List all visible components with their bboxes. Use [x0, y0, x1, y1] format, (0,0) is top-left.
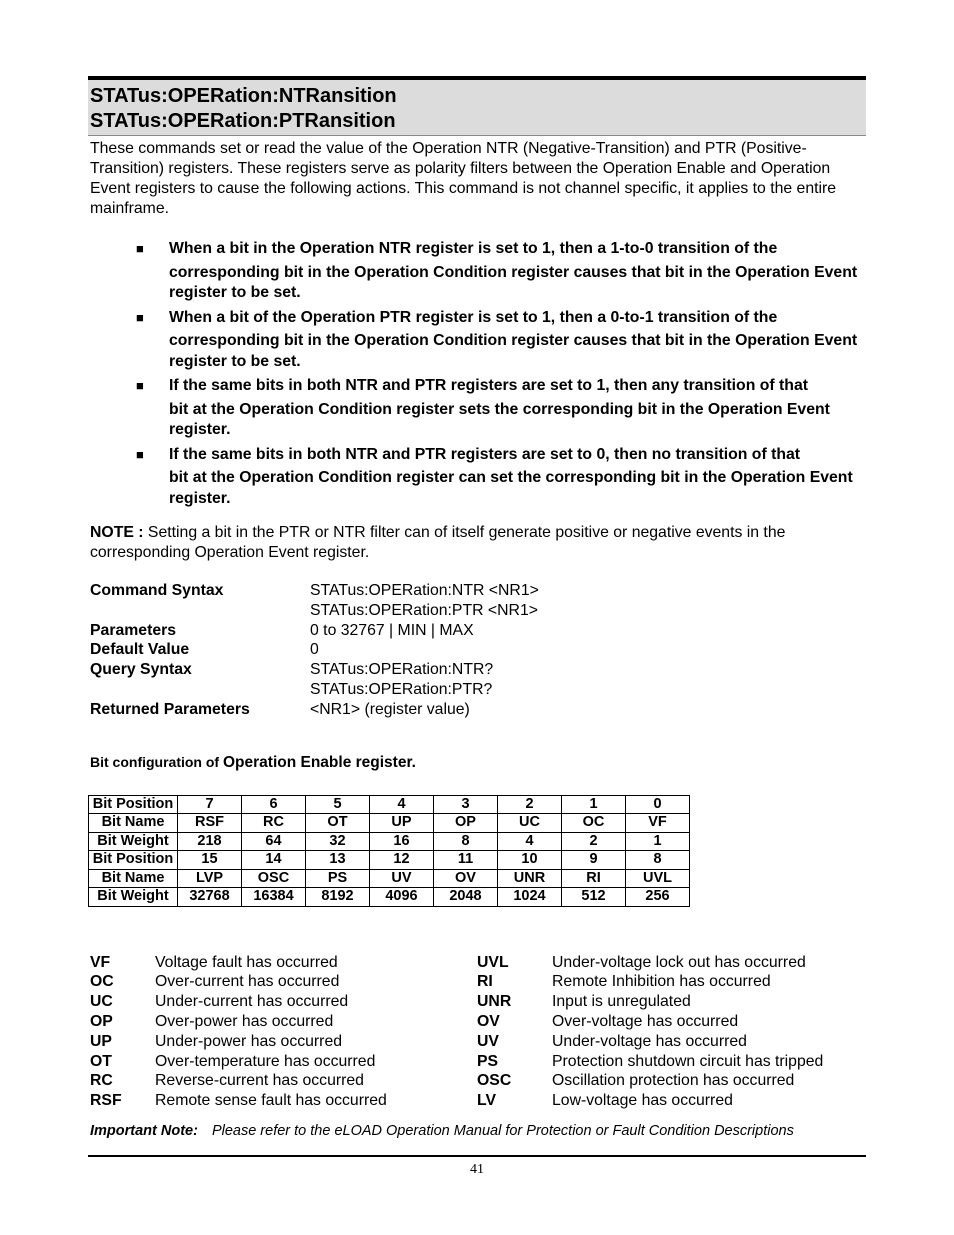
parameters-label: Parameters	[90, 621, 177, 639]
table-cell: 9	[562, 851, 626, 870]
table-cell: OV	[434, 869, 498, 888]
section-title-ntr: STATus:OPERation:NTRansition	[90, 85, 397, 107]
legend-description: Low-voltage has occurred	[552, 1092, 733, 1110]
table-cell: 2	[498, 795, 562, 814]
table-cell: 1	[626, 832, 690, 851]
legend-description: Under-voltage lock out has occurred	[552, 953, 806, 971]
legend-abbreviation: OSC	[477, 1072, 512, 1090]
table-cell: OC	[562, 814, 626, 833]
list-item	[88, 445, 866, 510]
table-cell: 5	[306, 795, 370, 814]
legend-abbreviation: RC	[90, 1072, 113, 1090]
table-cell: 4096	[370, 888, 434, 907]
list-item	[477, 992, 868, 1012]
list-item	[88, 1012, 477, 1032]
list-item	[88, 239, 866, 304]
table-cell: RSF	[178, 814, 242, 833]
bit-config-caption	[90, 754, 866, 772]
table-row	[89, 814, 690, 833]
bullet-line1: If the same bits in both NTR and PTR registers are set to 0, then no transition of that	[169, 445, 801, 463]
page-footer	[88, 1155, 866, 1178]
bullet-square-icon: ■	[136, 378, 144, 393]
table-cell: 32768	[178, 888, 242, 907]
legend-description: Protection shutdown circuit has tripped	[552, 1052, 824, 1070]
table-cell: 14	[242, 851, 306, 870]
intro-paragraph: These commands set or read the value of the Operation NTR (Negative-Transition) and PTR (Positive-Transition) registers. These registers serve as polarity filters between the Operation Enable and Operation Event registers to cause the following actions. This command is not channel specific, it applies to the entire mainframe.	[90, 140, 837, 217]
legend-description: Under-power has occurred	[155, 1032, 343, 1050]
page-content	[88, 76, 866, 1139]
table-cell: 256	[626, 888, 690, 907]
table-cell: 7	[178, 795, 242, 814]
table-cell: 2	[562, 832, 626, 851]
table-cell: RI	[562, 869, 626, 888]
legend-description: Over-voltage has occurred	[552, 1012, 739, 1030]
table-cell: VF	[626, 814, 690, 833]
list-item	[477, 1012, 868, 1032]
legend-description: Over-power has occurred	[155, 1012, 334, 1030]
table-cell: 1	[562, 795, 626, 814]
table-cell: 512	[562, 888, 626, 907]
note-text: Setting a bit in the PTR or NTR filter can of itself generate positive or negative events in the corresponding Operation Event register.	[90, 524, 786, 561]
table-row	[89, 888, 690, 907]
table-cell: 13	[306, 851, 370, 870]
list-item	[88, 992, 477, 1012]
table-cell: 10	[498, 851, 562, 870]
legend-abbreviation: UVL	[477, 953, 509, 971]
query-syntax-label: Query Syntax	[90, 661, 192, 679]
table-row-header: Bit Weight	[89, 832, 178, 851]
query-syntax-value: STATus:OPERation:NTR?	[310, 661, 494, 679]
important-note	[90, 1123, 866, 1139]
table-cell: UC	[498, 814, 562, 833]
list-item	[88, 1071, 477, 1091]
table-cell: UVL	[626, 869, 690, 888]
table-row-header: Bit Name	[89, 869, 178, 888]
list-item	[88, 1091, 477, 1111]
list-item	[477, 1052, 868, 1072]
table-cell: 6	[242, 795, 306, 814]
legend-abbreviation: VF	[90, 953, 111, 971]
bullet-list	[88, 239, 866, 509]
table-cell: 8	[626, 851, 690, 870]
bullet-square-icon: ■	[136, 241, 144, 256]
legend-abbreviation: OT	[90, 1052, 112, 1070]
legend-description: Over-temperature has occurred	[155, 1052, 376, 1070]
table-row	[89, 851, 690, 870]
table-cell: 0	[626, 795, 690, 814]
bit-config-caption-large: Operation Enable register.	[222, 753, 416, 771]
table-cell: UNR	[498, 869, 562, 888]
table-row-header: Bit Name	[89, 814, 178, 833]
legend-abbreviation: OP	[90, 1012, 113, 1030]
legend-description: Oscillation protection has occurred	[552, 1072, 795, 1090]
table-cell: 32	[306, 832, 370, 851]
table-cell: UP	[370, 814, 434, 833]
page-number: 41	[470, 1162, 484, 1177]
bit-table	[88, 795, 690, 907]
table-cell: 218	[178, 832, 242, 851]
legend-abbreviation: PS	[477, 1052, 499, 1070]
table-row	[89, 832, 690, 851]
table-cell: 3	[434, 795, 498, 814]
legend-abbreviation: UP	[90, 1032, 112, 1050]
table-cell: 1024	[498, 888, 562, 907]
table-cell: RC	[242, 814, 306, 833]
important-note-text: Please refer to the eLOAD Operation Manual for Protection or Fault Condition Descriptions	[211, 1122, 794, 1139]
bit-config-caption-small: Bit configuration of	[90, 753, 223, 770]
command-syntax-label: Command Syntax	[90, 582, 224, 599]
legend-abbreviation: RSF	[90, 1092, 122, 1110]
bullet-line2: corresponding bit in the Operation Condition register causes that bit in the Operation Event register to be set.	[169, 263, 858, 301]
table-row-header: Bit Position	[89, 851, 178, 870]
legend-abbreviation: RI	[477, 973, 493, 991]
table-cell: 64	[242, 832, 306, 851]
table-row-header: Bit Weight	[89, 888, 178, 907]
table-cell: 16384	[242, 888, 306, 907]
table-row-header: Bit Position	[89, 795, 178, 814]
list-item	[88, 953, 477, 973]
legend-abbreviation: LV	[477, 1092, 497, 1110]
command-syntax-value: STATus:OPERation:NTR <NR1>	[310, 582, 539, 599]
table-cell: UV	[370, 869, 434, 888]
table-cell: OSC	[242, 869, 306, 888]
syntax-block	[88, 581, 866, 720]
table-cell: 15	[178, 851, 242, 870]
section-header	[88, 76, 866, 136]
list-item	[477, 972, 868, 992]
parameters-value: 0 to 32767 | MIN | MAX	[310, 621, 474, 639]
table-cell: PS	[306, 869, 370, 888]
returned-parameters-value: <NR1> (register value)	[310, 700, 470, 718]
bullet-line2: corresponding bit in the Operation Condition register causes that bit in the Operation Event register to be set.	[169, 332, 858, 370]
bullet-line1: If the same bits in both NTR and PTR registers are set to 1, then any transition of that	[169, 377, 808, 394]
list-item	[477, 1091, 868, 1111]
table-cell: 12	[370, 851, 434, 870]
table-cell: 11	[434, 851, 498, 870]
legend-description: Remote sense fault has occurred	[155, 1092, 387, 1110]
bullet-line1: When a bit in the Operation NTR register is set to 1, then a 1-to-0 transition of the	[169, 240, 778, 257]
legend-right-column	[477, 953, 868, 1111]
table-cell: 16	[370, 832, 434, 851]
table-cell: 8192	[306, 888, 370, 907]
table-cell: 2048	[434, 888, 498, 907]
legend-description: Reverse-current has occurred	[155, 1072, 364, 1090]
list-item	[88, 376, 866, 441]
section-title-ptr: STATus:OPERation:PTRansition	[90, 110, 396, 132]
table-row	[89, 869, 690, 888]
legend-description: Input is unregulated	[552, 993, 691, 1011]
table-cell: OP	[434, 814, 498, 833]
list-item	[88, 972, 477, 992]
legend-abbreviation: UV	[477, 1032, 499, 1050]
note-label: NOTE :	[90, 524, 144, 541]
legend-abbreviation: UNR	[477, 993, 512, 1011]
list-item	[88, 1032, 477, 1052]
table-row	[89, 795, 690, 814]
list-item	[88, 1052, 477, 1072]
legend-description: Under-current has occurred	[155, 993, 349, 1011]
bullet-line2: bit at the Operation Condition register sets the corresponding bit in the Operation Event register.	[169, 400, 830, 438]
legend-description: Under-voltage has occurred	[552, 1032, 747, 1050]
legend-abbreviation: OV	[477, 1012, 500, 1030]
bullet-square-icon: ■	[136, 446, 144, 462]
important-note-label: Important Note:	[90, 1122, 198, 1139]
bullet-line2: bit at the Operation Condition register can set the corresponding bit in the Operation Event register.	[169, 469, 853, 507]
legend-description: Over-current has occurred	[155, 973, 340, 991]
default-value-label: Default Value	[90, 641, 190, 659]
legend-left-column	[88, 953, 477, 1111]
table-cell: OT	[306, 814, 370, 833]
list-item	[477, 1071, 868, 1091]
legend-abbreviation: UC	[90, 993, 113, 1011]
note-paragraph	[90, 523, 866, 563]
command-syntax-value: STATus:OPERation:PTR <NR1>	[310, 601, 538, 619]
list-item	[88, 308, 866, 373]
list-item	[477, 1032, 868, 1052]
legend-description: Voltage fault has occurred	[155, 953, 338, 971]
list-item	[477, 953, 868, 973]
legend-description: Remote Inhibition has occurred	[552, 973, 771, 991]
bullet-square-icon: ■	[136, 309, 144, 325]
table-cell: 4	[498, 832, 562, 851]
abbreviation-legend	[88, 953, 866, 1111]
returned-parameters-label: Returned Parameters	[90, 700, 250, 718]
query-syntax-value: STATus:OPERation:PTR?	[310, 680, 493, 698]
table-cell: 4	[370, 795, 434, 814]
table-cell: LVP	[178, 869, 242, 888]
bullet-line1: When a bit of the Operation PTR register is set to 1, then a 0-to-1 transition of the	[169, 308, 778, 326]
default-value-value: 0	[310, 641, 319, 659]
table-cell: 8	[434, 832, 498, 851]
legend-abbreviation: OC	[90, 973, 114, 991]
